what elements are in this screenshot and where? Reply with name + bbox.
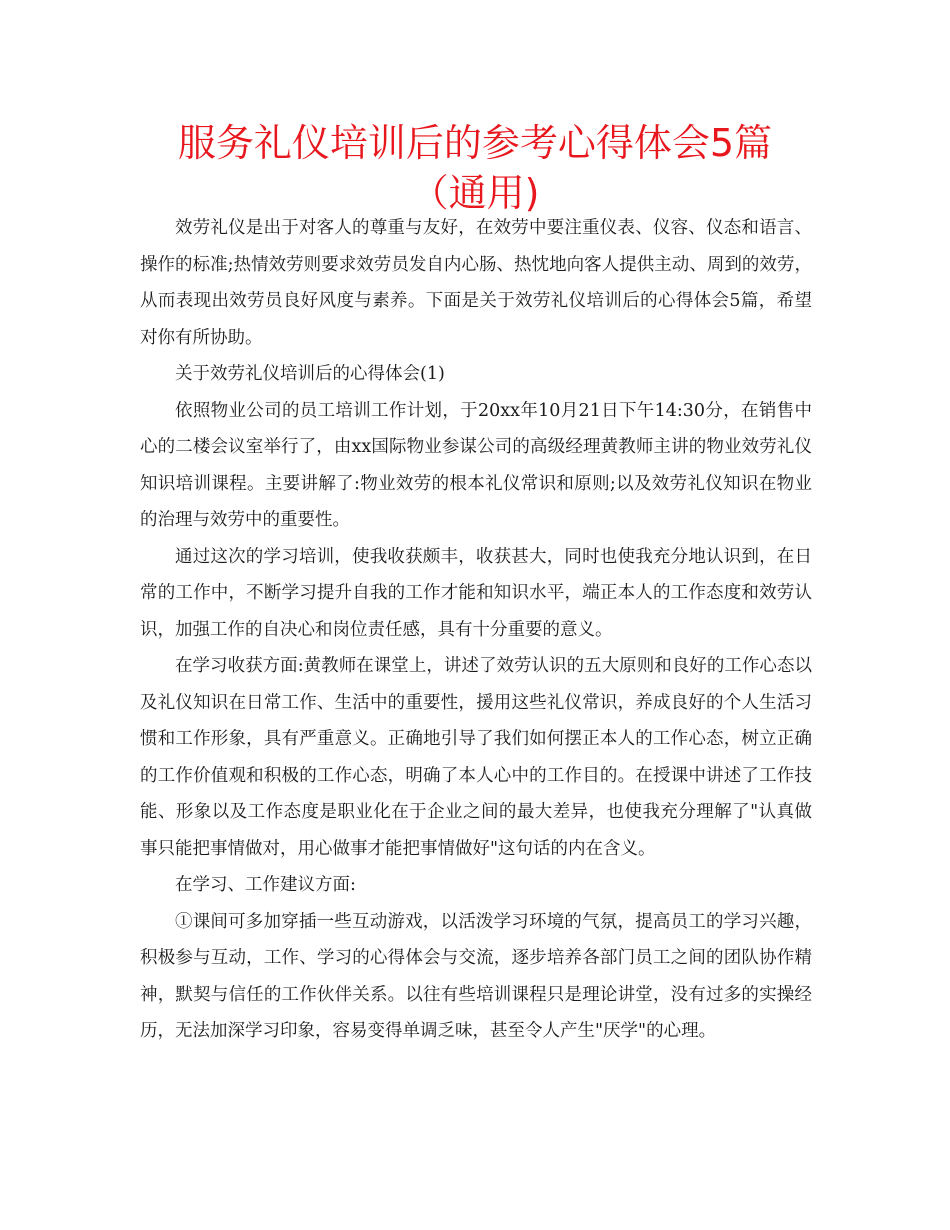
body-paragraph: ①课间可多加穿插一些互动游戏，以活泼学习环境的气氛，提高员工的学习兴趣，积极参与互动，工作、学习的心得体会与交流，逐步培养各部门员工之间的团队协作精神，默契与信任的工作伙伴关系。以往有些培训课程只是理论讲堂，没有过多的实操经历，无法加深学习印象，容易变得单调乏味，甚至令人产生"厌学"的心理。 bbox=[140, 911, 812, 1041]
page-title: 服务礼仪培训后的参考心得体会5篇（通用) bbox=[177, 121, 773, 215]
body-paragraph: 通过这次的学习培训，使我收获颇丰，收获甚大，同时也使我充分地认识到，在日常的工作中，不断学习提升自我的工作才能和知识水平，端正本人的工作态度和效劳认识，加强工作的自决心和岗位责任感，具有十分重要的意义。 bbox=[140, 546, 812, 640]
section-heading: 关于效劳礼仪培训后的心得体会(1) bbox=[175, 364, 445, 384]
intro-paragraph: 效劳礼仪是出于对客人的尊重与友好，在效劳中要注重仪表、仪容、仪态和语言、操作的标准;热情效劳则要求效劳员发自内心肠、热忱地向客人提供主动、周到的效劳，从而表现出效劳员良好风度与素养。下面是关于效劳礼仪培训后的心得体会5篇，希望对你有所协助。 bbox=[140, 218, 812, 348]
subsection-heading: 在学习、工作建议方面: bbox=[175, 875, 356, 895]
body-paragraph: 在学习收获方面:黄教师在课堂上，讲述了效劳认识的五大原则和良好的工作心态以及礼仪知识在日常工作、生活中的重要性，援用这些礼仪常识，养成良好的个人生活习惯和工作形象，具有严重意义。正确地引导了我们如何摆正本人的工作心态，树立正确的工作价值观和积极的工作心态，明确了本人心中的工作目的。在授课中讲述了工作技能、形象以及工作态度是职业化在于企业之间的最大差异，也使我充分理解了"认真做事只能把事情做对，用心做事才能把事情做好"这句话的内在含义。 bbox=[140, 656, 812, 859]
body-paragraph: 依照物业公司的员工培训工作计划，于20xx年10月21日下午14:30分，在销售中心的二楼会议室举行了，由xx国际物业参谋公司的高级经理黄教师主讲的物业效劳礼仪知识培训课程。主要讲解了:物业效劳的根本礼仪常识和原则;以及效劳礼仪知识在物业的治理与效劳中的重要性。 bbox=[140, 400, 812, 530]
document-body bbox=[140, 210, 812, 1050]
